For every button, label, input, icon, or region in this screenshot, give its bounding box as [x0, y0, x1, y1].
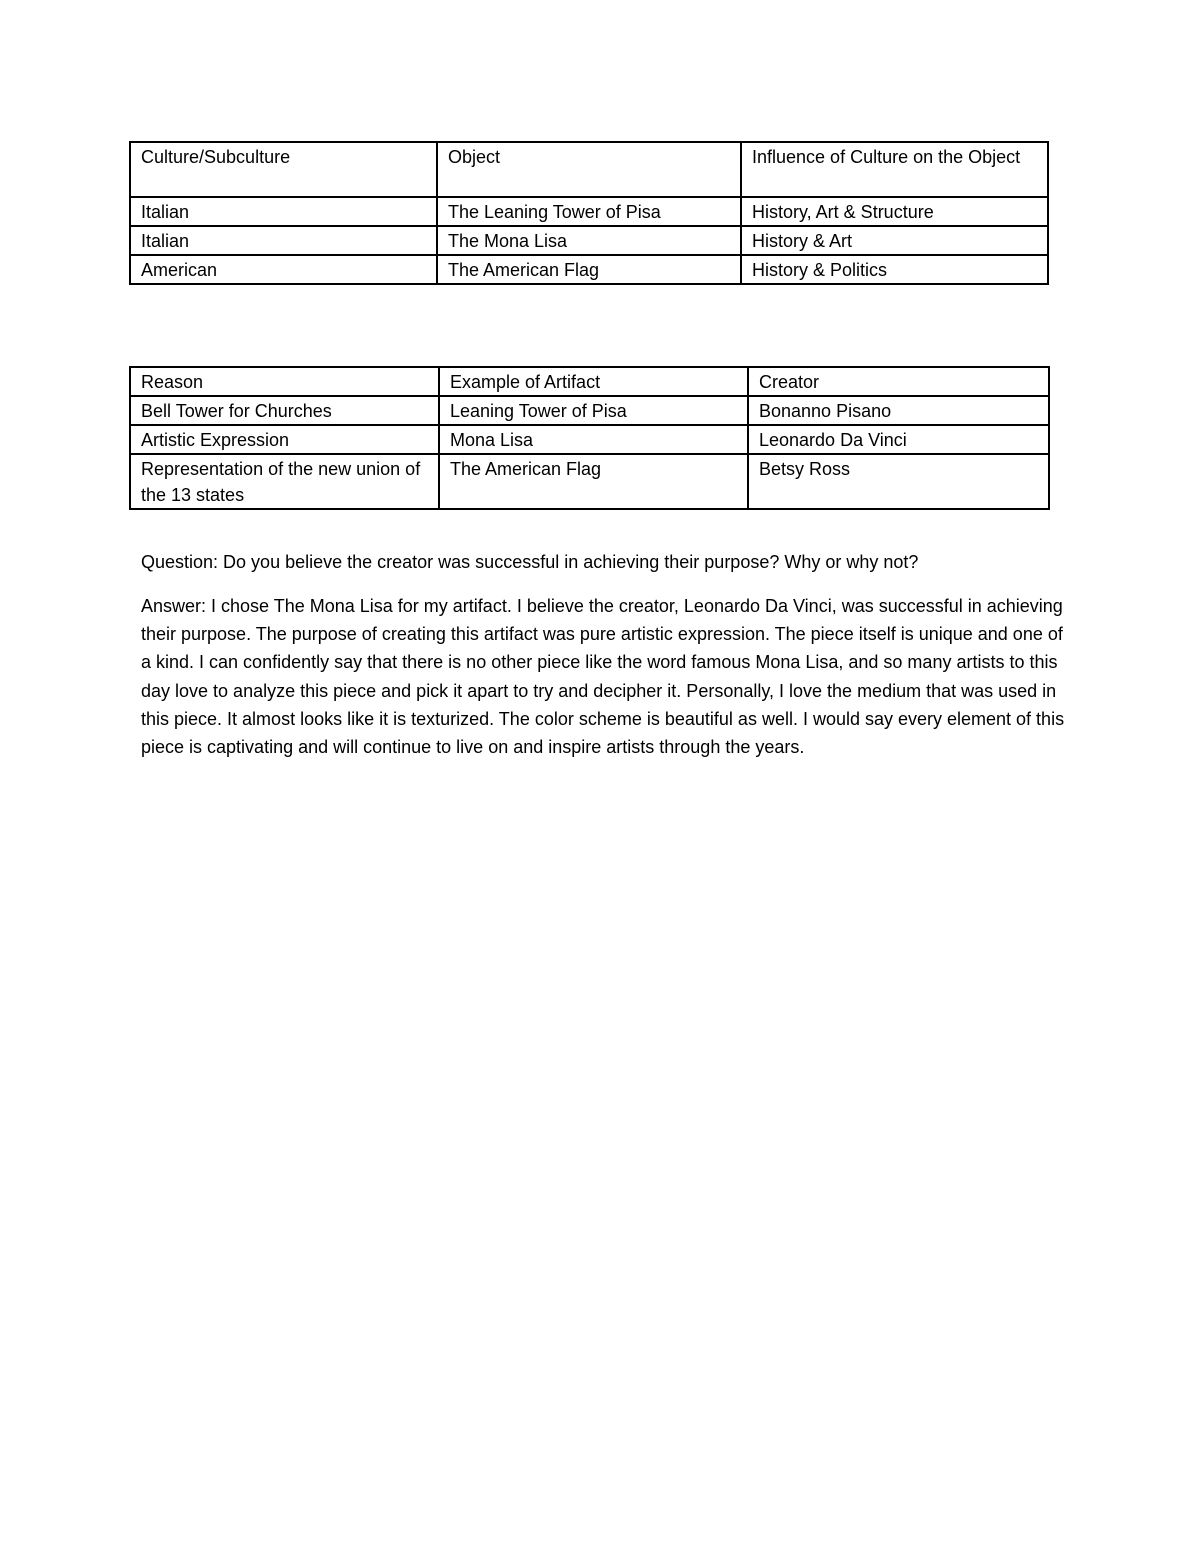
table-cell: Bonanno Pisano [748, 396, 1049, 425]
table-row [130, 255, 1048, 284]
header-influence: Influence of Culture on the Object [741, 142, 1048, 197]
table-cell: History & Art [741, 226, 1048, 255]
table-cell: The American Flag [439, 454, 748, 509]
table-cell: Artistic Expression [130, 425, 439, 454]
table-cell: Representation of the new union of the 13 states [130, 454, 439, 509]
table-cell: American [130, 255, 437, 284]
table-row [130, 396, 1049, 425]
table-cell: Bell Tower for Churches [130, 396, 439, 425]
table-cell: The Mona Lisa [437, 226, 741, 255]
header-object: Object [437, 142, 741, 197]
table-row [130, 226, 1048, 255]
culture-object-table [129, 141, 1049, 285]
header-reason: Reason [130, 367, 439, 396]
table-cell: The American Flag [437, 255, 741, 284]
table-header-row [130, 142, 1048, 197]
table-cell: History & Politics [741, 255, 1048, 284]
header-creator: Creator [748, 367, 1049, 396]
header-example-artifact: Example of Artifact [439, 367, 748, 396]
table-cell: Leaning Tower of Pisa [439, 396, 748, 425]
table-cell: The Leaning Tower of Pisa [437, 197, 741, 226]
table-row [130, 454, 1049, 509]
question-text: Question: Do you believe the creator was successful in achieving their purpose? Why or why not? [141, 552, 919, 572]
answer-text: Answer: I chose The Mona Lisa for my artifact. I believe the creator, Leonardo Da Vinci, was successful in achieving their purpose. The purpose of creating this artifact was pure artistic expression. The piece itself is unique and one of a kind. I can confidently say that there is no other piece like the word famous Mona Lisa, and so many artists to this day love to analyze this piece and pick it apart to try and decipher it. Personally, I love the medium that was used in this piece. It almost looks like it is texturized. The color scheme is beautiful as well. I would say every element of this piece is captivating and will continue to live on and inspire artists through the years. [141, 596, 1065, 758]
table-row [130, 197, 1048, 226]
reason-artifact-table [129, 366, 1050, 510]
table-cell: Betsy Ross [748, 454, 1049, 509]
table-cell: History, Art & Structure [741, 197, 1048, 226]
table-header-row [130, 367, 1049, 396]
table-cell: Italian [130, 226, 437, 255]
table-cell: Italian [130, 197, 437, 226]
table-cell: Mona Lisa [439, 425, 748, 454]
header-culture: Culture/Subculture [130, 142, 437, 197]
table-row [130, 425, 1049, 454]
table-cell: Leonardo Da Vinci [748, 425, 1049, 454]
